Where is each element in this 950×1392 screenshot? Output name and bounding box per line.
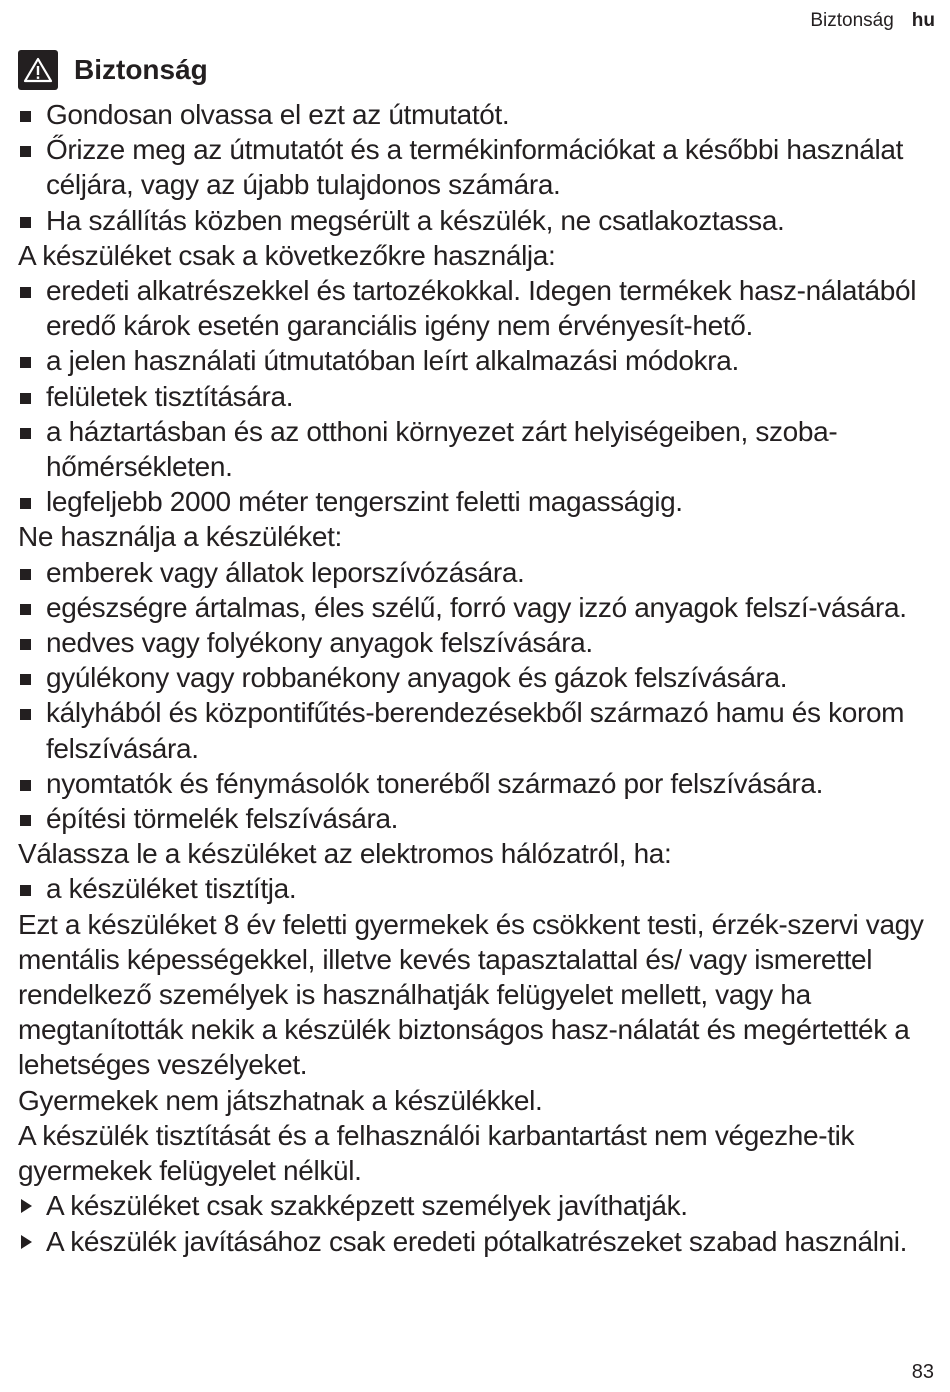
page-number: 83 (911, 1361, 934, 1383)
warning-icon (18, 50, 58, 90)
dont-use-heading: Ne használja a készüléket: (18, 521, 342, 553)
safety-content (18, 97, 933, 1259)
use-heading: A készüléket csak a következőkre használja: (18, 239, 556, 271)
list-item: gyúlékony vagy robbanékony anyagok és gázok felszívására. (18, 660, 933, 695)
list-item: Őrizze meg az útmutatót és a termékinformációkat a későbbi használat céljára, vagy az újabb tulajdonos számára. (18, 132, 933, 202)
paragraph: Gyermekek nem játszhatnak a készülékkel. (18, 1084, 543, 1116)
list-item: legfeljebb 2000 méter tengerszint feletti magasságig. (18, 484, 933, 519)
header-section: Biztonság (810, 10, 894, 31)
disconnect-heading: Válassza le a készüléket az elektromos hálózatról, ha: (18, 838, 672, 870)
list-item: nyomtatók és fénymásolók toneréből származó por felszívására. (18, 766, 933, 801)
list-item: felületek tisztítására. (18, 379, 933, 414)
page-title: Biztonság (74, 54, 208, 85)
action-item: A készülék javításához csak eredeti pótalkatrészeket szabad használni. (18, 1224, 933, 1259)
header-language: hu (911, 10, 935, 31)
list-item: eredeti alkatrészekkel és tartozékokkal. Idegen termékek hasz-nálatából eredő károk esetén garanciális igény nem érvényesít-hető. (18, 273, 933, 343)
running-header (810, 10, 935, 32)
paragraph: Ezt a készüléket 8 év feletti gyermekek és csökkent testi, érzék-szervi vagy mentális képességekkel, illetve kevés tapasztalattal és/ vagy ismerettel rendelkező személyek is használhatják felügyelet mellett, vagy ha megtanították nekik a készülék biztonságos hasz-nálatát és megértették a lehetséges veszélyeket. (18, 908, 924, 1081)
list-item: a jelen használati útmutatóban leírt alkalmazási módokra. (18, 343, 933, 378)
list-item: a készüléket tisztítja. (18, 871, 933, 906)
list-item: építési törmelék felszívására. (18, 801, 933, 836)
paragraph: A készülék tisztítását és a felhasználói karbantartást nem végezhe-tik gyermekek felügyelet nélkül. (18, 1119, 855, 1187)
action-item: A készüléket csak szakképzett személyek javíthatják. (18, 1188, 933, 1223)
list-item: Gondosan olvassa el ezt az útmutatót. (18, 97, 933, 132)
list-item: emberek vagy állatok leporszívózására. (18, 555, 933, 590)
list-item: egészségre ártalmas, éles szélű, forró vagy izzó anyagok felszí-vására. (18, 590, 933, 625)
list-item: Ha szállítás közben megsérült a készülék, ne csatlakoztassa. (18, 203, 933, 238)
list-item: kályhából és központifűtés-berendezésekből származó hamu és korom felszívására. (18, 695, 933, 765)
section-title (18, 50, 208, 90)
list-item: a háztartásban és az otthoni környezet zárt helyiségeiben, szoba-hőmérsékleten. (18, 414, 933, 484)
list-item: nedves vagy folyékony anyagok felszívására. (18, 625, 933, 660)
